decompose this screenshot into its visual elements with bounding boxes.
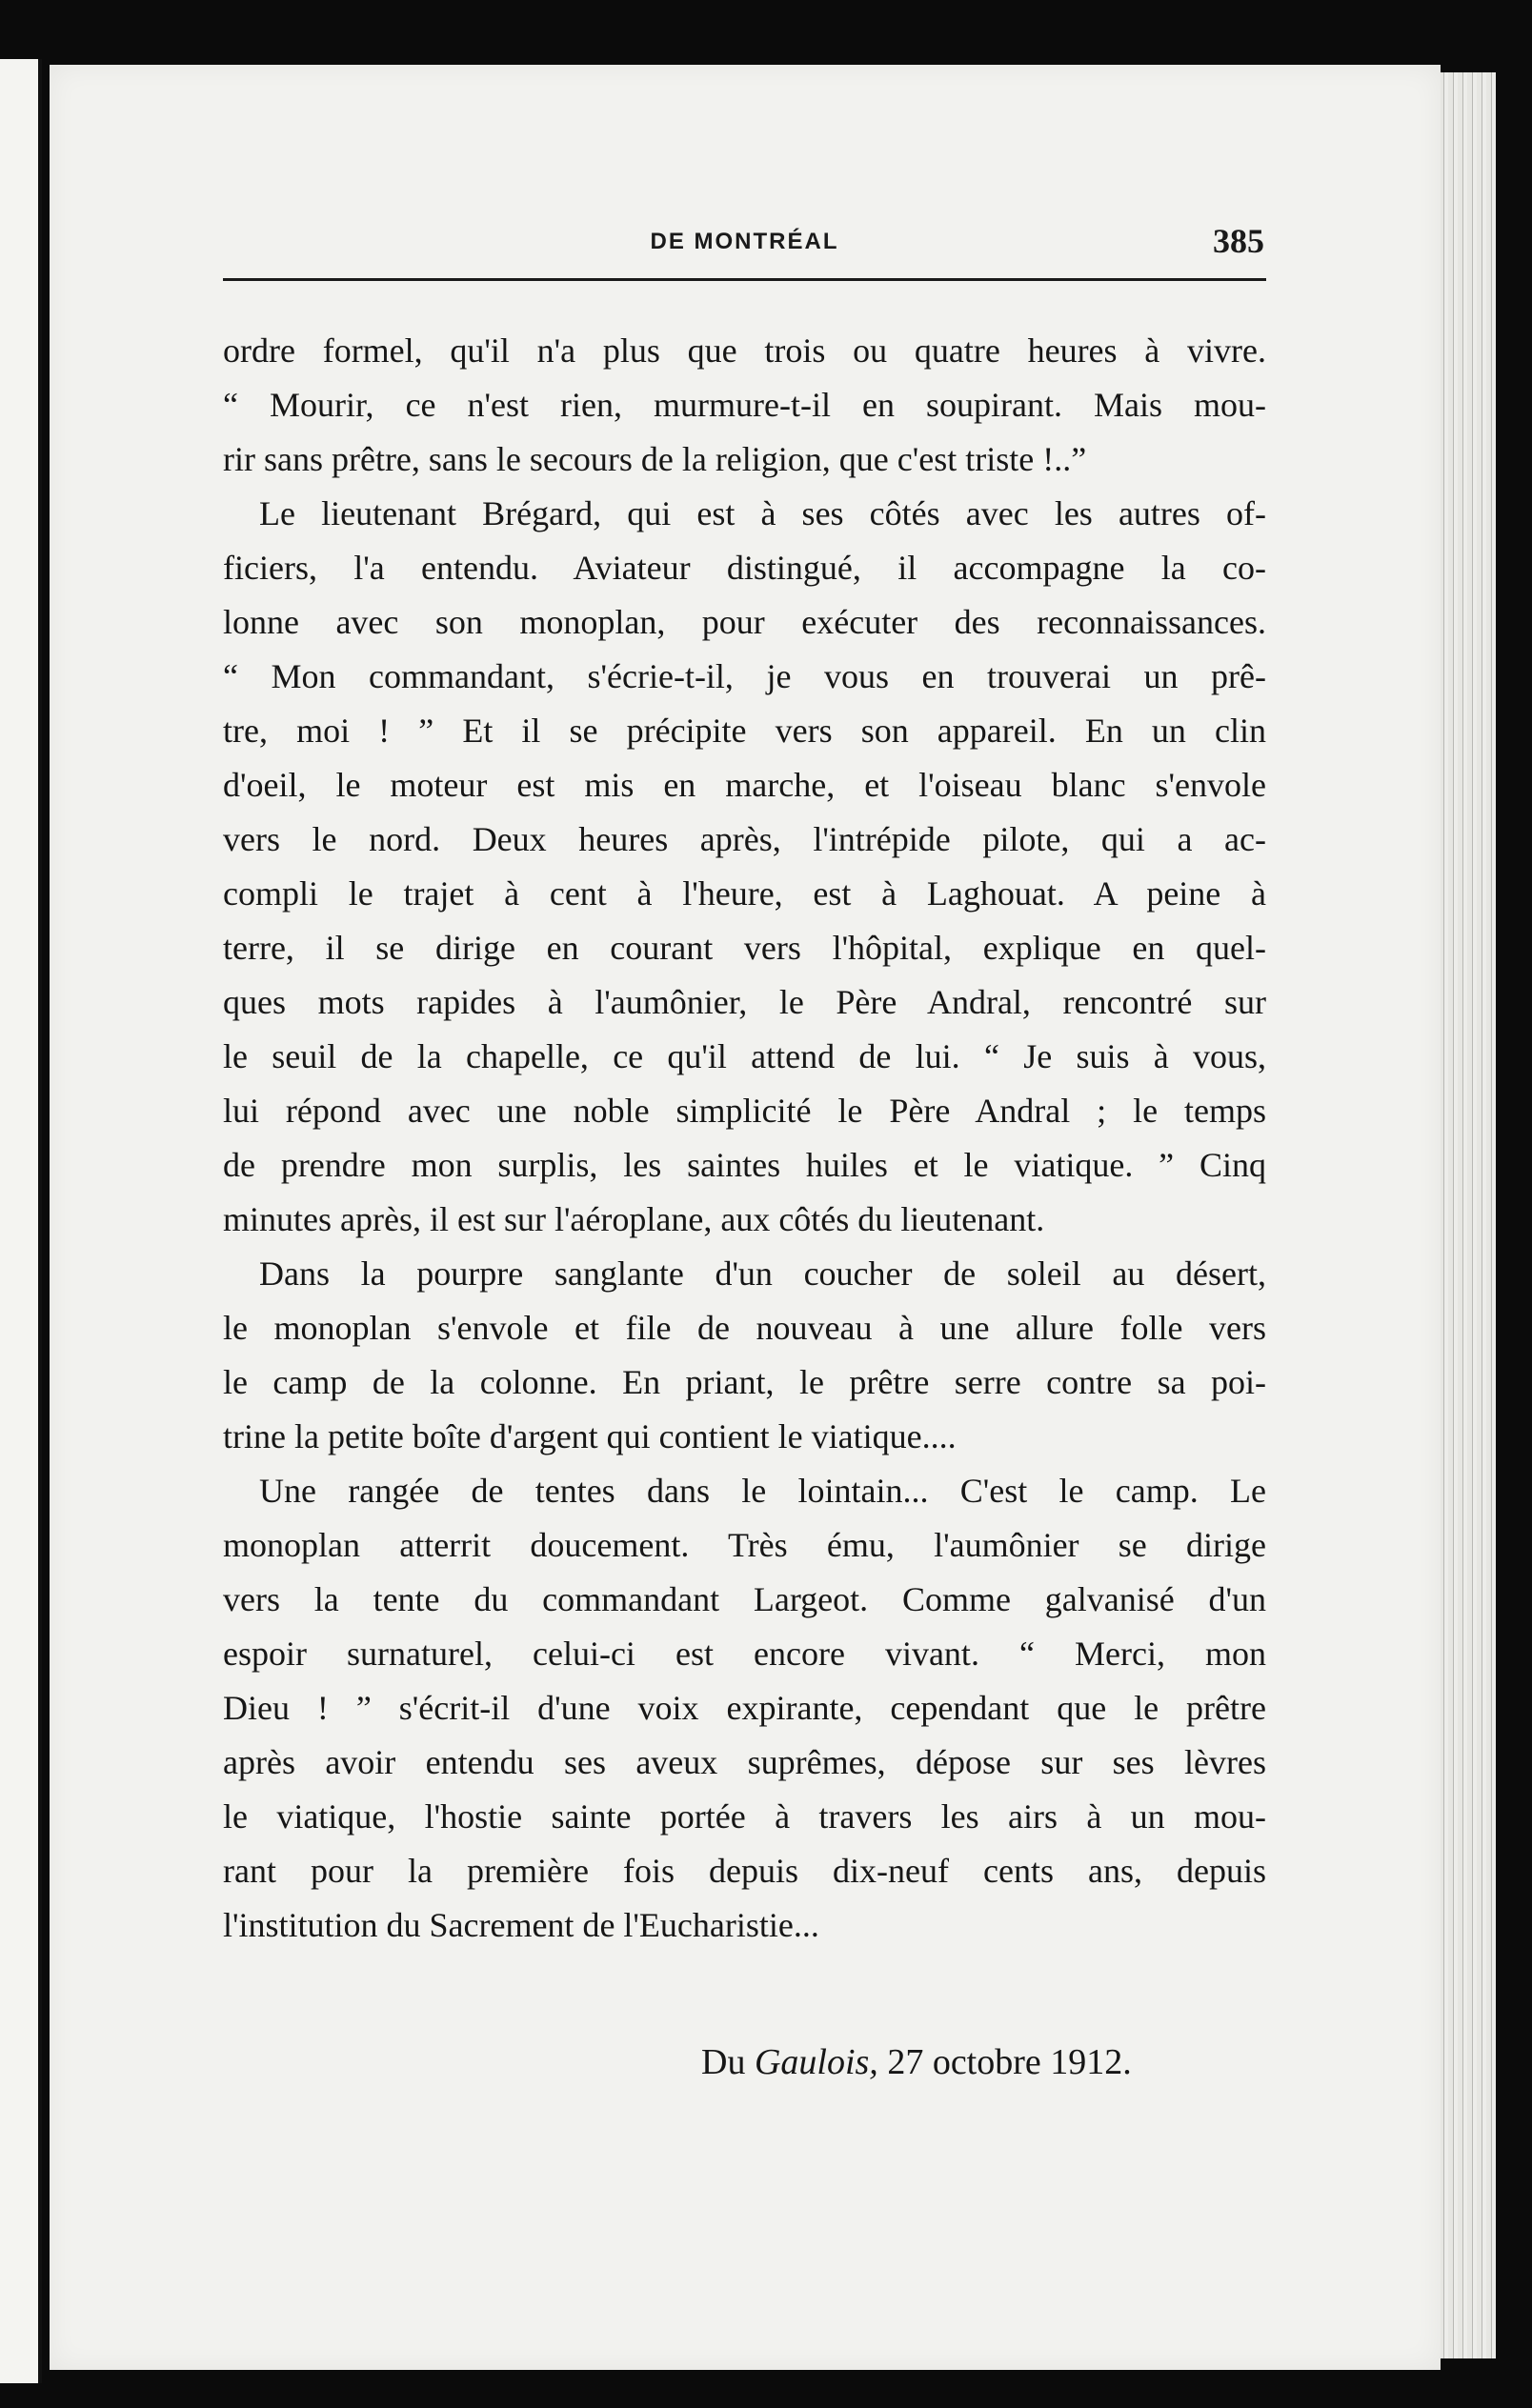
source-publication: Gaulois, — [754, 2042, 878, 2082]
text-line: minutes après, il est sur l'aéroplane, aux côtés du lieutenant. — [223, 1200, 1045, 1238]
text-line: de prendre mon surplis, les saintes huiles et le viatique. ” Cinq — [223, 1146, 1266, 1184]
text-line: Une rangée de tentes dans le lointain... C'est le camp. Le — [259, 1472, 1266, 1510]
text-line: Dans la pourpre sanglante d'un coucher de soleil au désert, — [259, 1254, 1266, 1293]
text-line: ordre formel, qu'il n'a plus que trois ou quatre heures à vivre. — [223, 331, 1266, 370]
text-line: compli le trajet à cent à l'heure, est à Laghouat. A peine à — [223, 874, 1266, 913]
text-line: ques mots rapides à l'aumônier, le Père Andral, rencontré sur — [223, 983, 1266, 1021]
text-line: Dieu ! ” s'écrit-il d'une voix expirante, cependant que le prêtre — [223, 1689, 1266, 1727]
text-line: le camp de la colonne. En priant, le prêtre serre contre sa poi- — [223, 1363, 1266, 1401]
text-line: rant pour la première fois depuis dix-neuf cents ans, depuis — [223, 1852, 1266, 1890]
running-head — [223, 221, 1266, 281]
source-citation — [701, 2034, 1273, 2091]
text-line: ficiers, l'a entendu. Aviateur distingué, il accompagne la co- — [223, 549, 1266, 587]
text-line: le seuil de la chapelle, ce qu'il attend de lui. “ Je suis à vous, — [223, 1037, 1266, 1075]
text-line: vers le nord. Deux heures après, l'intrépide pilote, qui a ac- — [223, 820, 1266, 858]
text-line: vers la tente du commandant Largeot. Comme galvanisé d'un — [223, 1580, 1266, 1618]
text-line: “ Mon commandant, s'écrie-t-il, je vous en trouverai un prê- — [223, 657, 1266, 695]
text-line: terre, il se dirige en courant vers l'hôpital, explique en quel- — [223, 929, 1266, 967]
text-line: Le lieutenant Brégard, qui est à ses côtés avec les autres of- — [259, 494, 1266, 532]
text-line: le monoplan s'envole et file de nouveau à une allure folle vers — [223, 1309, 1266, 1347]
running-title: DE MONTRÉAL — [650, 229, 839, 254]
text-line: après avoir entendu ses aveux suprêmes, dépose sur ses lèvres — [223, 1743, 1266, 1781]
text-line: l'institution du Sacrement de l'Eucharistie... — [223, 1906, 819, 1944]
text-line: lonne avec son monoplan, pour exécuter des reconnaissances. — [223, 603, 1266, 641]
text-line: le viatique, l'hostie sainte portée à travers les airs à un mou- — [223, 1797, 1266, 1836]
text-line: espoir surnaturel, celui-ci est encore vivant. “ Merci, mon — [223, 1635, 1266, 1673]
page-number: 385 — [1213, 222, 1264, 260]
body-text — [223, 324, 1266, 1953]
text-line: tre, moi ! ” Et il se précipite vers son appareil. En un clin — [223, 712, 1266, 750]
text-line: rir sans prêtre, sans le secours de la religion, que c'est triste !..” — [223, 440, 1087, 478]
adjacent-page-edge — [0, 59, 42, 2383]
source-prefix: Du — [701, 2042, 755, 2082]
text-line: “ Mourir, ce n'est rien, murmure-t-il en soupirant. Mais mou- — [223, 386, 1266, 424]
text-line: d'oeil, le moteur est mis en marche, et l'oiseau blanc s'envole — [223, 766, 1266, 804]
source-date: 27 octobre 1912. — [877, 2042, 1132, 2082]
text-line: monoplan atterrit doucement. Très ému, l'aumônier se dirige — [223, 1526, 1266, 1564]
text-line: trine la petite boîte d'argent qui contient le viatique.... — [223, 1417, 957, 1455]
text-line: lui répond avec une noble simplicité le Père Andral ; le temps — [223, 1092, 1266, 1130]
